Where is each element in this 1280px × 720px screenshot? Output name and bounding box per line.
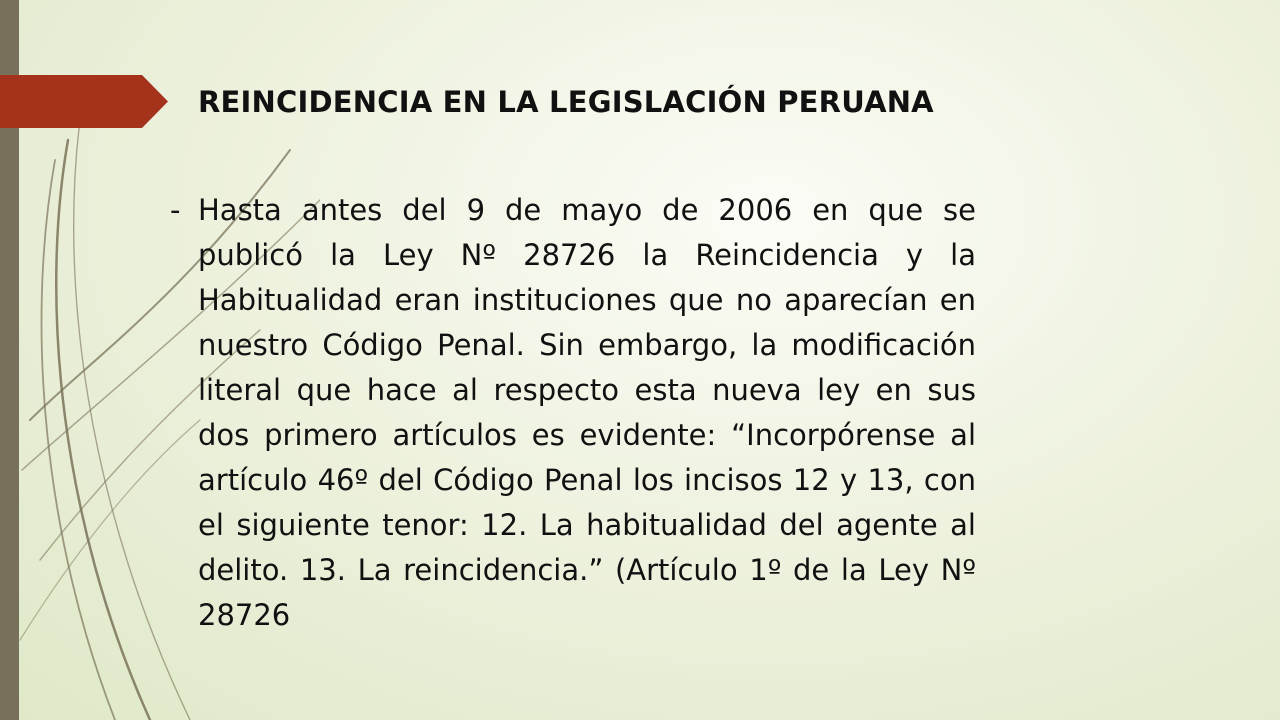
body-paragraph: Hasta antes del 9 de mayo de 2006 en que se publicó la Ley Nº 28726 la Reincidencia y la Habitualidad eran instituciones que no aparecían en nuestro Código Penal. Sin embargo, la modificación literal que hace al respecto esta nueva ley en sus dos primero artículos es evidente: “Incorpórense al artículo 46º del Código Penal los incisos 12 y 13, con el siguiente tenor: 12. La habitualidad del agente al delito. 13. La reincidencia.” (Artículo 1º de la Ley Nº 28726 [198, 193, 976, 632]
title-arrow-banner [0, 75, 168, 128]
bullet-marker: - [170, 193, 181, 227]
slide-title: REINCIDENCIA EN LA LEGISLACIÓN PERUANA [198, 85, 934, 119]
